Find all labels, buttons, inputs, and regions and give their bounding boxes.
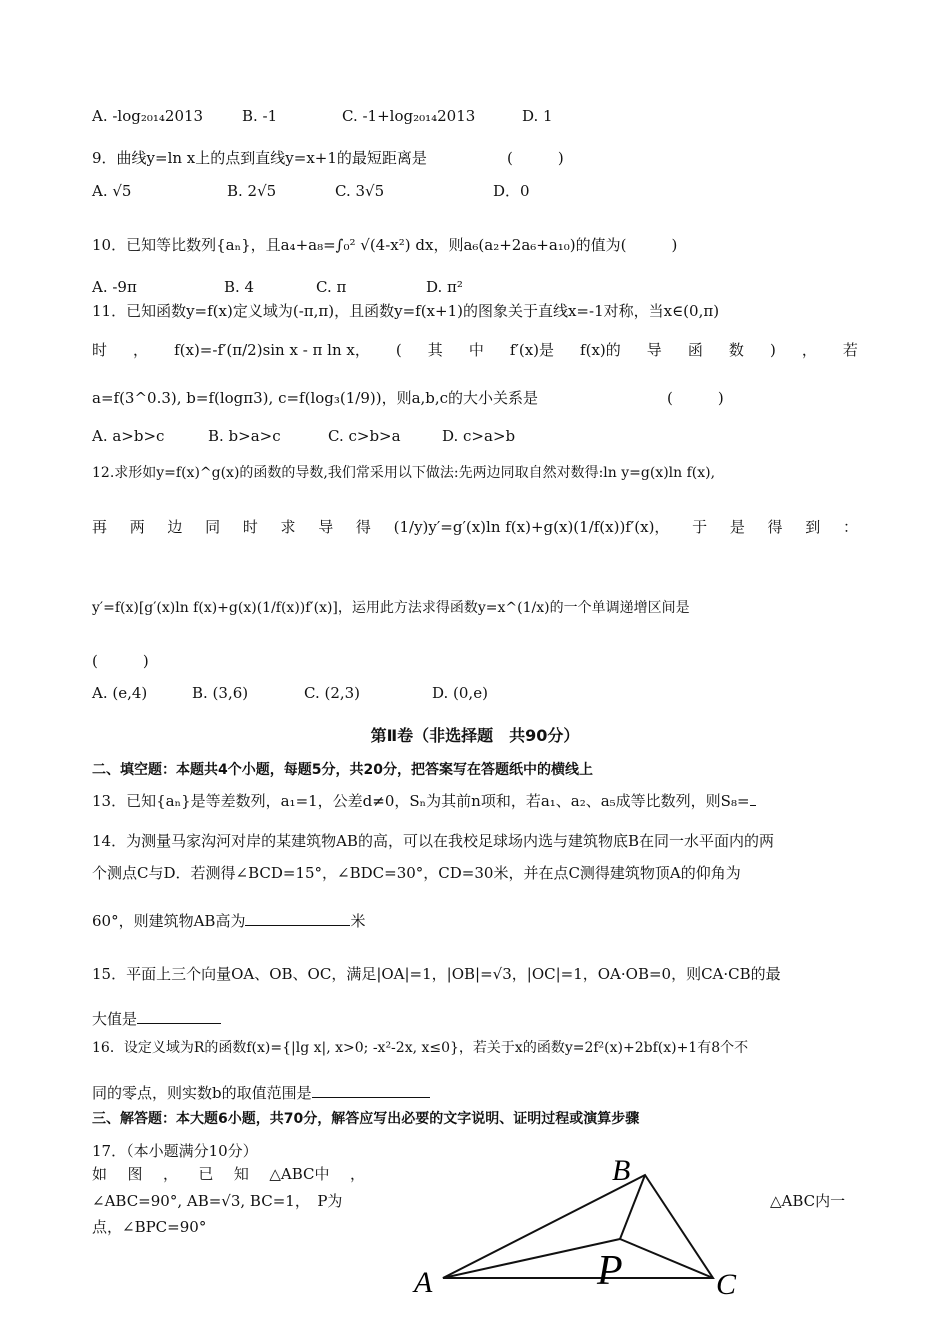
- q12-line2: [92, 516, 858, 538]
- label-p: P: [597, 1248, 623, 1294]
- segment-ap: [443, 1239, 620, 1278]
- q11-option-d: D. c>a>b: [442, 427, 516, 445]
- q16-line2: [92, 1082, 858, 1104]
- q8-option-c: C. -1+log₂₀₁₄2013: [342, 107, 476, 125]
- q14-line3-text: 60°，则建筑物AB高为: [92, 912, 246, 930]
- q17-line1: [92, 1163, 365, 1185]
- q12-w4: 时: [242, 518, 258, 536]
- q11-w4: 其: [427, 341, 443, 359]
- q14-line3: [92, 910, 858, 932]
- q11-line3: [92, 387, 858, 409]
- q17-line3: 点，∠BPC=90°: [92, 1218, 207, 1236]
- q10-stem: 10．已知等比数列{aₙ}，且a₄+a₈=∫₀² √(4-x²) dx，则a₆(a₂+2a₆+a₁₀)的值为( ): [92, 236, 678, 254]
- q17-w4: 知: [233, 1165, 249, 1183]
- q14-line2: 个测点C与D．若测得∠BCD=15°，∠BDC=30°，CD=30米，并在点C测得建筑物顶A的仰角为: [92, 864, 741, 882]
- q9-option-c: C. 3√5: [335, 182, 385, 200]
- q9-text: 9．曲线y=ln x上的点到直线y=x+1的最短距离是: [92, 149, 427, 167]
- q9-option-a: A. √5: [92, 182, 132, 200]
- section3-heading: 三、解答题：本大题6小题，共70分，解答应写出必要的文字说明、证明过程或演算步骤: [92, 1111, 640, 1127]
- q17-w5: △ABC中: [269, 1165, 330, 1183]
- q15-line2-text: 大值是: [92, 1010, 138, 1028]
- q8-option-a: A. -log₂₀₁₄2013: [92, 107, 204, 125]
- q14-line1: 14．为测量马家沟河对岸的某建筑物AB的高，可以在我校足球场内选与建筑物底B在同一水平面内的两: [92, 832, 774, 850]
- q17-w2: ，: [162, 1165, 178, 1183]
- q11-w3: (: [395, 341, 402, 359]
- q11-line1: 11．已知函数y=f(x)定义域为(-π,π)，且函数y=f(x+1)的图象关于直线x=-1对称，当x∈(0,π): [92, 302, 720, 320]
- q11-w13: 若: [842, 341, 858, 359]
- q11-w10: 数: [728, 341, 744, 359]
- q15-answer-blank[interactable]: [137, 1009, 221, 1024]
- q17-w6: ，: [349, 1165, 365, 1183]
- q14-answer-blank[interactable]: [245, 911, 350, 926]
- triangle-abc: [443, 1175, 713, 1278]
- q8-options: [92, 105, 858, 127]
- q11-answer-paren: ( ): [667, 389, 724, 407]
- q10-options: [92, 276, 858, 298]
- q12-option-b: B. (3,6): [192, 684, 249, 702]
- q12-w13: ：: [842, 518, 858, 536]
- q11-option-a: A. a>b>c: [92, 427, 165, 445]
- q17-line2: ∠ABC=90°, AB=√3, BC=1， P为: [92, 1192, 343, 1210]
- q11-w5: 中: [468, 341, 484, 359]
- section2-heading: 二、填空题：本题共4个小题，每题5分，共20分，把答案写在答题纸中的横线上: [92, 762, 593, 778]
- q11-line3-text: a=f(3^0.3), b=f(logπ3), c=f(log₃(1/9))，则a,b,c的大小关系是: [92, 389, 539, 407]
- q13-stem: [92, 790, 858, 812]
- q12-option-a: A. (e,4): [92, 684, 148, 702]
- q11-w7: f(x)的: [580, 341, 621, 359]
- q17-w3: 已: [198, 1165, 214, 1183]
- q9-stem: [92, 147, 858, 169]
- q12-w0: 再: [92, 518, 108, 536]
- q17-line2-right: △ABC内一: [770, 1192, 846, 1210]
- q12-line1: 12.求形如y=f(x)^g(x)的函数的导数,我们常采用以下做法:先两边同取自然对数得:ln y=g(x)ln f(x),: [92, 465, 716, 481]
- q8-option-d: D. 1: [522, 107, 553, 125]
- q17-triangle-figure: [400, 1144, 820, 1344]
- q12-w6: 导: [318, 518, 334, 536]
- q11-w12: ，: [801, 341, 817, 359]
- q16-line1: 16．设定义域为R的函数f(x)={|lg x|, x>0; -x²-2x, x≤0}，若关于x的函数y=2f²(x)+2bf(x)+1有8个不: [92, 1040, 749, 1056]
- q17-w1: 图: [127, 1165, 143, 1183]
- q11-option-c: C. c>b>a: [328, 427, 401, 445]
- q9-option-d: D．0: [493, 182, 530, 200]
- q17-header: 17．（本小题满分10分）: [92, 1142, 258, 1160]
- q12-w9: 于: [692, 518, 708, 536]
- q10-option-d: D. π²: [426, 278, 463, 296]
- q10-option-c: C. π: [316, 278, 347, 296]
- q12-answer-paren: ( ): [92, 652, 149, 670]
- q12-w12: 到: [805, 518, 821, 536]
- q11-w1: ，: [133, 341, 149, 359]
- q13-blank[interactable]: [750, 791, 756, 806]
- q11-option-b: B. b>a>c: [208, 427, 281, 445]
- q10-option-b: B. 4: [224, 278, 255, 296]
- q12-w3: 同: [205, 518, 221, 536]
- q12-w2: 边: [167, 518, 183, 536]
- q11-w2: f(x)=-f′(π/2)sin x - π ln x，: [174, 341, 370, 359]
- q11-line2: [92, 339, 858, 361]
- q11-options: [92, 425, 858, 447]
- q11-w6: f′(x)是: [509, 341, 555, 359]
- q12-option-c: C. (2,3): [304, 684, 361, 702]
- q11-w9: 函: [687, 341, 703, 359]
- q9-option-b: B. 2√5: [227, 182, 277, 200]
- q16-answer-blank[interactable]: [312, 1083, 430, 1098]
- q12-option-d: D. (0,e): [432, 684, 488, 702]
- q12-w8: (1/y)y′=g′(x)ln f(x)+g(x)(1/f(x))f′(x)，: [393, 518, 670, 536]
- q13-text: 13．已知{aₙ}是等差数列，a₁=1，公差d≠0，Sₙ为其前n项和，若a₁、a₂、a₅成等比数列，则S₈=: [92, 792, 750, 810]
- label-a: A: [414, 1266, 433, 1299]
- label-c: C: [716, 1268, 737, 1301]
- q8-option-b: B. -1: [242, 107, 278, 125]
- q10-option-a: A. -9π: [92, 278, 137, 296]
- q16-line2-text: 同的零点，则实数b的取值范围是: [92, 1084, 312, 1102]
- label-b: B: [612, 1154, 631, 1187]
- q11-w0: 时: [92, 341, 108, 359]
- q17-w0: 如: [92, 1165, 108, 1183]
- q12-line3: y′=f(x)[g′(x)ln f(x)+g(x)(1/f(x))f′(x)]，运用此方法求得函数y=x^(1/x)的一个单调递增区间是: [92, 600, 690, 616]
- q12-w1: 两: [129, 518, 145, 536]
- q11-w11: ): [769, 341, 776, 359]
- q12-w10: 是: [729, 518, 745, 536]
- q15-line1: 15．平面上三个向量OA、OB、OC，满足|OA|=1，|OB|=√3，|OC|=1，OA·OB=0，则CA·CB的最: [92, 965, 781, 983]
- q12-w11: 得: [767, 518, 783, 536]
- q12-w7: 得: [355, 518, 371, 536]
- q9-answer-paren: ( ): [507, 149, 564, 167]
- q14-unit: 米: [350, 912, 366, 930]
- q12-options: [92, 682, 858, 704]
- part2-title: 第Ⅱ卷（非选择题 共90分）: [370, 726, 580, 745]
- q9-options: [92, 180, 858, 202]
- q11-w8: 导: [646, 341, 662, 359]
- q12-w5: 求: [280, 518, 296, 536]
- q15-line2: [92, 1008, 858, 1030]
